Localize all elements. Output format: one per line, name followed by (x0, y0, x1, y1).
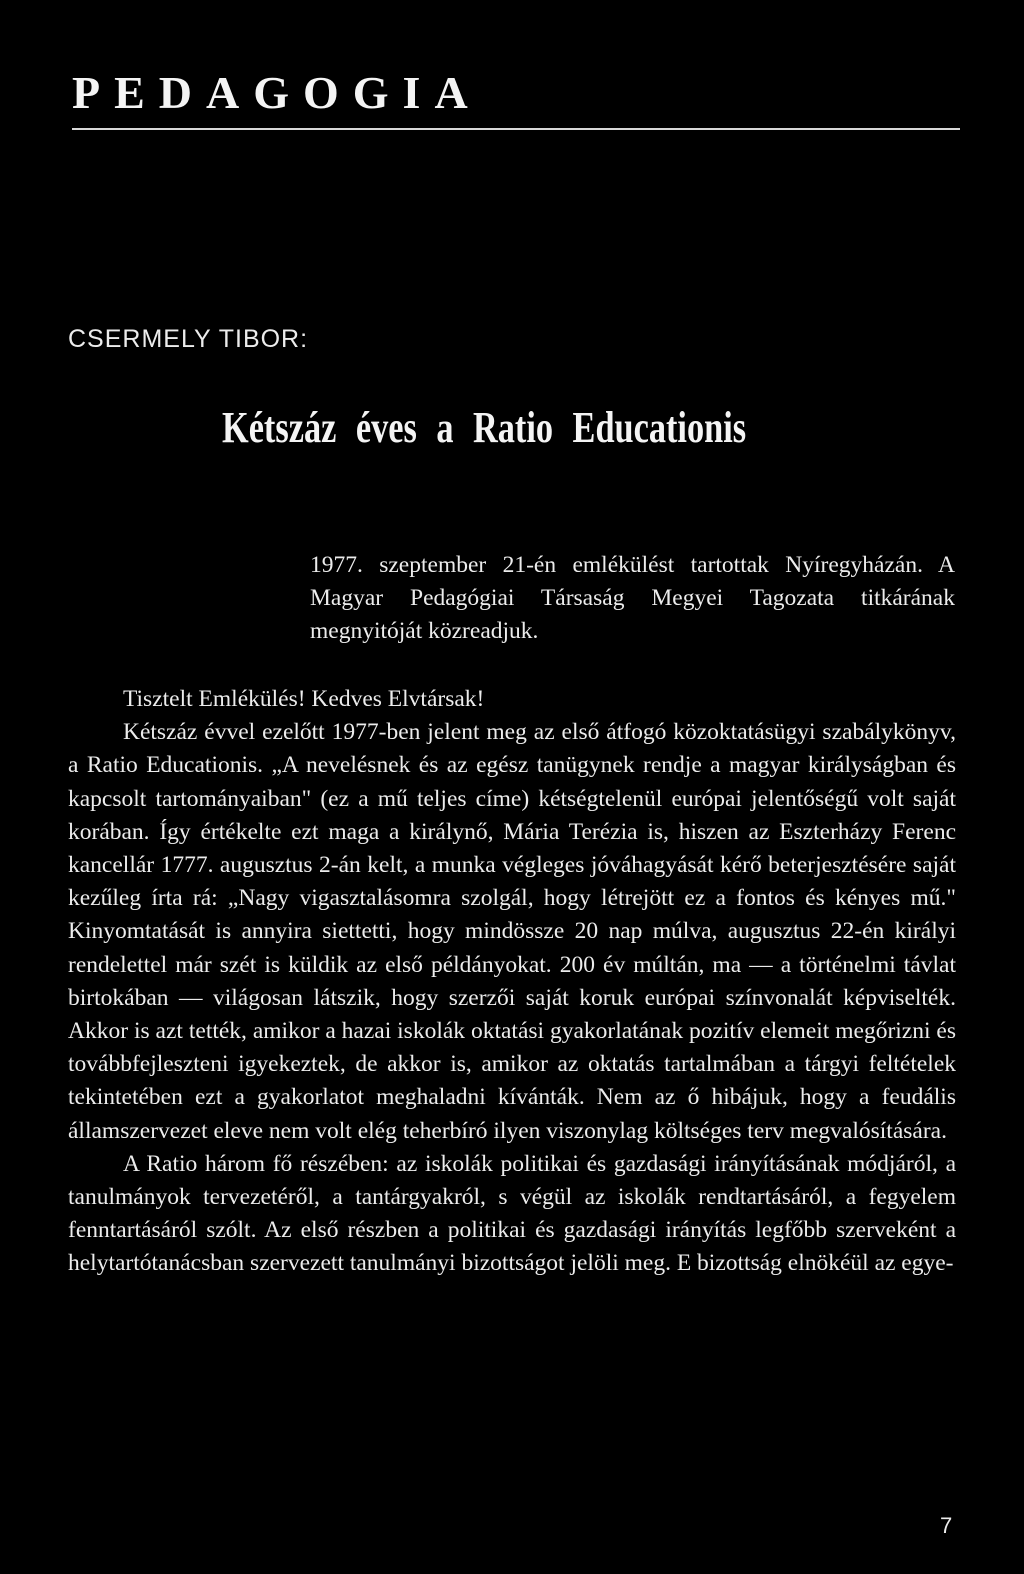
body-paragraph: Kétszáz évvel ezelőtt 1977-ben jelent meg az első átfogó közoktatásügyi szabálykönyv, a Ratio Educationis. „A nevelésnek és az egész tanügynek rendje a magyar királyságban és kapcsolt tartományaiban" (ez a mű teljes címe) kétségtelenül európai jelentőségű volt saját korában. Így értékelte ezt maga a királynő, Mária Terézia is, hiszen az Eszterházy Ferenc kancellár 1777. augusztus 2-án kelt, a munka végleges jóváhagyását kérő beterjesztésére saját kezűleg írta rá: „Nagy vigasztalásomra szolgál, hogy létrejött ez a fontos és kényes mű." Kinyomtatását is annyira siettetti, hogy mindössze 20 nap múlva, augusztus 22-én királyi rendelettel már szét is küldik az első példányokat. 200 év múltán, ma — a történelmi távlat birtokában — világosan látszik, hogy szerzői saját koruk európai színvonalát képviselték. Akkor is azt tették, amikor a hazai iskolák oktatási gyakorlatának pozitív elemeit megőrizni és továbbfejleszteni igyekeztek, de akkor is, amikor az oktatás tartalmában a tárgyi feltételek tekintetében ezt a gyakorlatot meghaladni kívánták. Nem az ő hibájuk, hogy a feudális államszervezet eleve nem volt elég teherbíró ilyen viszonylag költséges terv megvalósítására. (68, 719, 956, 1144)
body-paragraph: A Ratio három fő részében: az iskolák politikai és gazdasági irányításának módjáról, a tanulmányok tervezetéről, a tantárgyakról, s végül az iskolák rendtartásáról, a fegyelem fenntartásáról szólt. Az első részben a politikai és gazdasági irányítás legfőbb szerveként a helytartótanácsban szervezett tanulmányi bizottságot jelöli meg. E bizottság elnökéül az egye- (68, 1150, 956, 1277)
page-number: 7 (940, 1513, 953, 1538)
author-name: CSERMELY TIBOR: (68, 325, 309, 353)
article-title: Kétszáz éves a Ratio Educationis (222, 403, 747, 452)
section-title: PEDAGOGIA (72, 67, 482, 118)
article-intro: 1977. szeptember 21-én emlékülést tartottak Nyíregyházán. A Magyar Pedagógiai Társaság Megyei Tagozata titkárának megnyitóját közreadjuk. (310, 552, 955, 644)
article-body (68, 683, 956, 1281)
header-rule (72, 128, 960, 130)
greeting-line: Tisztelt Emlékülés! Kedves Elvtársak! (123, 686, 485, 712)
